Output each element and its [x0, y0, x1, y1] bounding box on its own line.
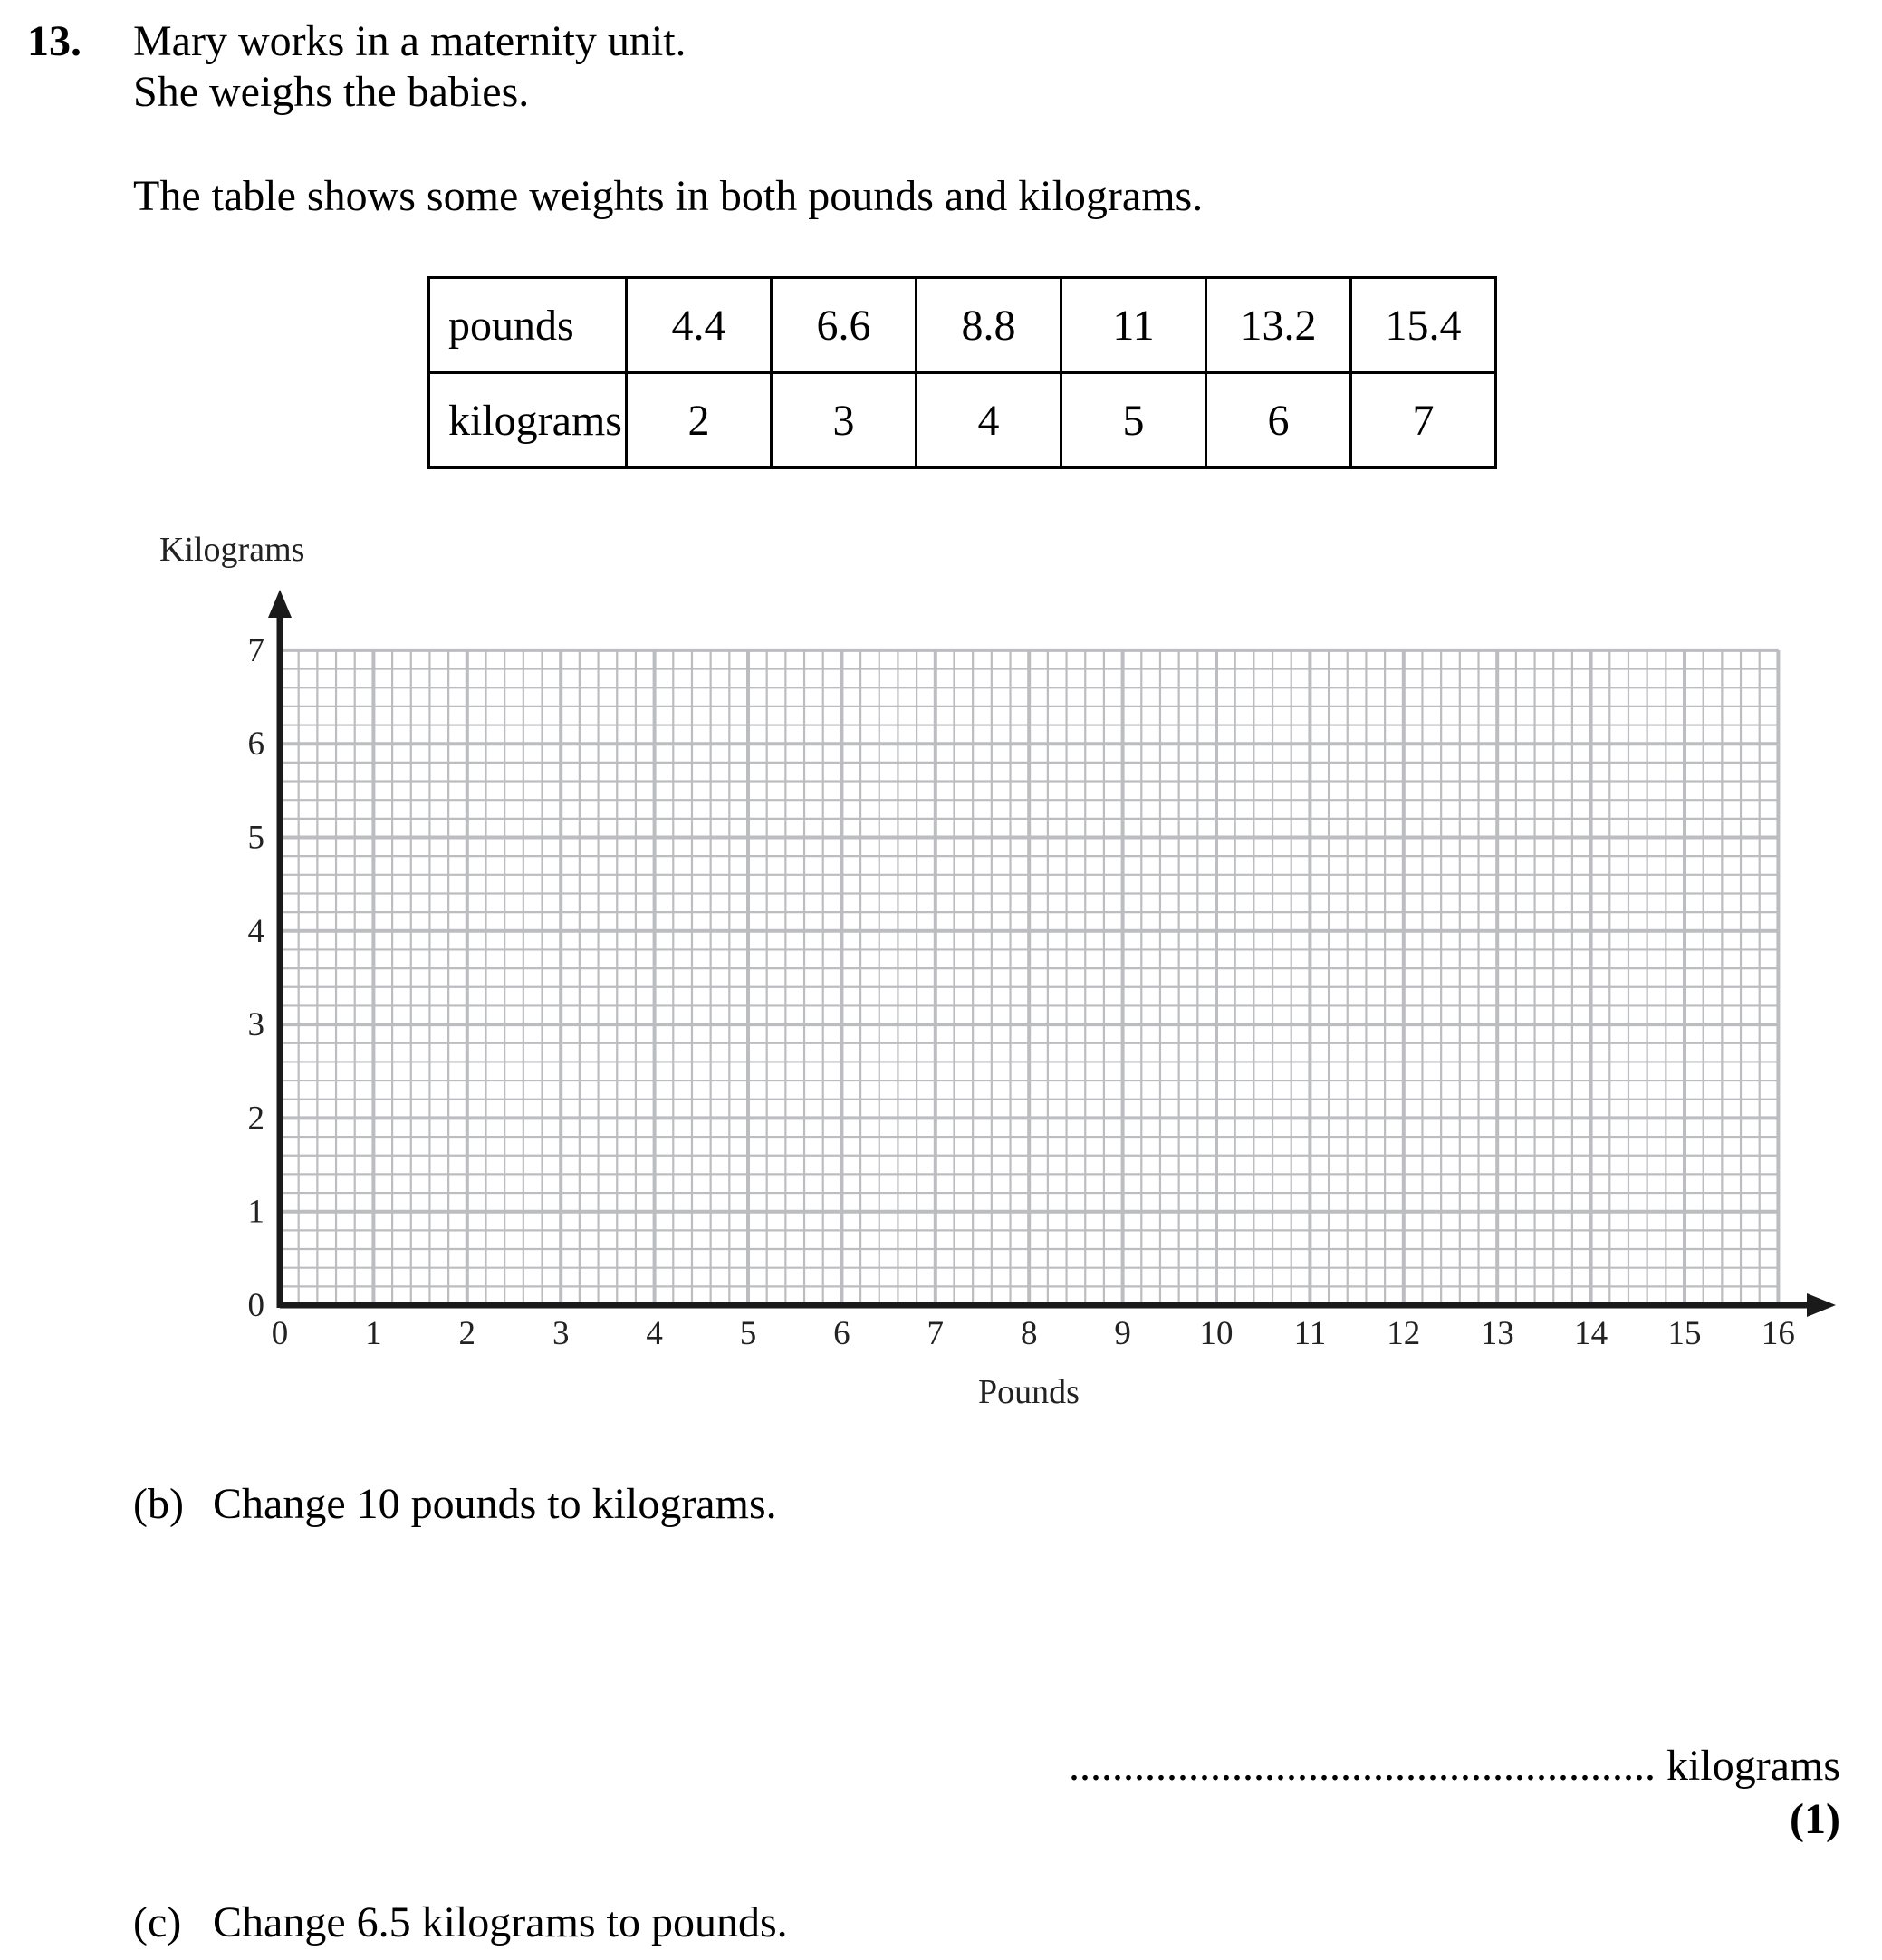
answer-dots[interactable]: ......................................................: [1069, 1742, 1656, 1790]
question-number: 13.: [27, 17, 82, 65]
x-tick-label: 6: [833, 1315, 850, 1352]
y-tick-label: 4: [247, 912, 264, 950]
part-b-marks: (1): [1790, 1795, 1840, 1843]
x-tick-label: 12: [1387, 1315, 1421, 1352]
table-cell: 4: [917, 373, 1061, 468]
y-tick-label: 7: [247, 631, 264, 669]
x-tick-label: 1: [365, 1315, 382, 1352]
x-tick-label: 11: [1293, 1315, 1327, 1352]
row-header: kilograms: [429, 373, 627, 468]
y-tick-labels: [248, 632, 265, 1324]
table-cell: 7: [1351, 373, 1496, 468]
question-line-1: Mary works in a maternity unit.: [133, 17, 687, 65]
row-header: pounds: [429, 278, 627, 373]
y-tick-label: 1: [247, 1193, 264, 1231]
table-cell: 3: [772, 373, 917, 468]
y-tick-label: 5: [247, 819, 264, 857]
table-cell: 11: [1061, 278, 1206, 373]
x-tick-label: 16: [1761, 1315, 1795, 1352]
x-tick-label: 13: [1480, 1315, 1514, 1352]
x-tick-label: 15: [1667, 1315, 1702, 1352]
table-cell: 6: [1206, 373, 1351, 468]
table-cell: 2: [627, 373, 772, 468]
y-tick-label: 2: [247, 1100, 264, 1138]
x-tick-label: 10: [1199, 1315, 1234, 1352]
x-axis-label: Pounds: [978, 1373, 1080, 1411]
part-c-label: (c): [133, 1898, 182, 1946]
table-cell: 13.2: [1206, 278, 1351, 373]
y-axis-arrow-icon: [268, 590, 292, 618]
part-b-question: [133, 1480, 777, 1528]
table-cell: 5: [1061, 373, 1206, 468]
x-tick-label: 2: [458, 1315, 476, 1352]
x-tick-label: 7: [927, 1315, 945, 1352]
table-intro: The table shows some weights in both pounds and kilograms.: [133, 172, 1204, 220]
y-axis-label: Kilograms: [159, 531, 305, 569]
part-b-answer-line[interactable]: [1069, 1744, 1840, 1788]
x-axis-arrow-icon: [1807, 1293, 1836, 1317]
question-line-2: She weighs the babies.: [133, 68, 530, 116]
table-cell: 6.6: [772, 278, 917, 373]
x-tick-label: 3: [552, 1315, 570, 1352]
table-cell: 8.8: [917, 278, 1061, 373]
part-c-question: [133, 1898, 788, 1946]
y-tick-label: 6: [247, 725, 264, 764]
x-tick-label: 4: [646, 1315, 663, 1352]
answer-unit: kilograms: [1666, 1742, 1840, 1790]
x-tick-label: 0: [271, 1315, 289, 1352]
part-c-text: Change 6.5 kilograms to pounds.: [213, 1898, 788, 1946]
x-tick-labels: [272, 1315, 1795, 1352]
x-tick-label: 9: [1114, 1315, 1131, 1352]
table-cell: 4.4: [627, 278, 772, 373]
part-b-text: Change 10 pounds to kilograms.: [213, 1480, 777, 1528]
part-b-label: (b): [133, 1480, 184, 1528]
table-cell: 15.4: [1351, 278, 1496, 373]
x-tick-label: 5: [739, 1315, 757, 1352]
y-tick-label: 0: [247, 1287, 264, 1324]
axes: [268, 590, 1836, 1317]
y-tick-label: 3: [247, 1006, 264, 1044]
x-tick-label: 14: [1574, 1315, 1608, 1352]
x-tick-label: 8: [1020, 1315, 1038, 1352]
